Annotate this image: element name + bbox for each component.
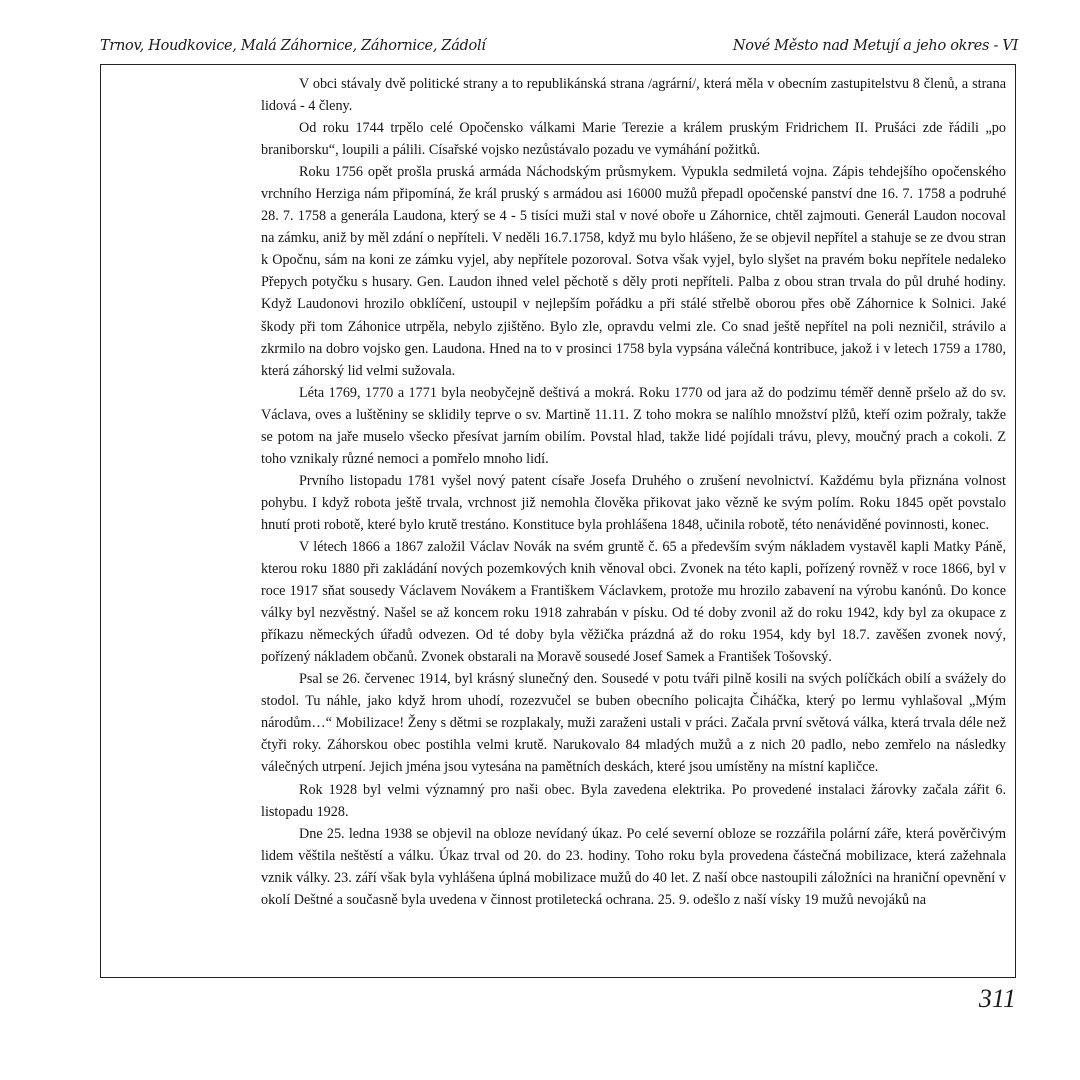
paragraph-1: V obci stávaly dvě politické strany a to republikánská strana /agrární/, která měla v obecním zastupitelstvu 8 členů, a strana lidová - 4 členy.: [261, 76, 1006, 115]
header-right-title: Nové Město nad Metují a jeho okres - VI: [732, 38, 1018, 54]
paragraph-3: Roku 1756 opět prošla pruská armáda Náchodským průsmykem. Vypukla sedmiletá vojna. Zápis tehdejšího opočenského vrchního Herziga nám připomíná, že král pruský s armádou asi 16000 mužů přepadl opočenské panství dne 16. 7. 1758 a podruhé 28. 7. 1758 a generála Laudona, který se 4 - 5 tisíci muži stal v nové oboře u Záhornice, chtěl zajmouti. Generál Laudon nocoval na zámku, aniž by měl zdání o nepříteli. V neděli 16.7.1758, když mu bylo hlášeno, že se objevil nepřítel a stahuje se ze dvou stran k Opočnu, sám na koni ze zámku vyjel, aby nepřítele pozoroval. Sotva však vyjel, bylo slyšet na pravém boku nepřítele nedaleko Přepych potyčku s husary. Gen. Laudon ihned velel pěchotě s děly proti nepříteli. Palba z obou stran trvala do půl druhé hodiny. Když Laudonovi hrozilo obklíčení, ustoupil v nejlepším pořádku a při stálé střelbě oborou přes obě Záhornice k Solnici. Jaké škody při tom Záhonice utrpěla, nebylo zjištěno. Bylo zle, opravdu velmi zle. Co snad ještě nepřítel na poli nezničil, strávilo a zkrmilo na dobro vojsko gen. Laudona. Hned na to v prosinci 1758 byla vypsána válečná kontribuce, jakož i v letech 1759 a 1780, která záhorský lid velmi sužovala.: [261, 164, 1006, 379]
text-frame: [100, 64, 1016, 978]
page-number: 311: [978, 984, 1016, 1013]
paragraph-9: Dne 25. ledna 1938 se objevil na obloze nevídaný úkaz. Po celé severní obloze se rozzářila polární záře, která pověrčivým lidem věštila neštěstí a válku. Úkaz trval od 20. do 23. hodiny. Toho roku byla provedena částečná mobilizace, která zažehnala vznik války. 23. září však byla vyhlášena úplná mobilizace mužů do 40 let. Z naší obce nastoupili záložníci na hraniční opevnění v okolí Deštné a současně byla uvedena v činnost protiletecká ochrana. 25. 9. odešlo z naší vísky 19 mužů nevojáků na: [261, 825, 1006, 908]
running-header: [100, 38, 1018, 62]
paragraph-6: V létech 1866 a 1867 založil Václav Novák na svém gruntě č. 65 a především svým nákladem vystavěl kapli Matky Páně, kterou roku 1880 při zakládání nových pozemkových knih věnoval obci. Zvonek na této kapli, pořízený rovněž v roce 1866, byl v roce 1917 sňat sousedy Václavem Novákem a Františkem Václavkem, protože mu hrozilo zabavení na výrobu kanónů. Do konce války byl nezvěstný. Našel se až koncem roku 1918 zahrabán v písku. Od té doby zvonil až do roku 1942, kdy byl za okupace z příkazu německých úřadů odvezen. Od té doby byla věžička prázdná až do roku 1954, kdy byl 18.7. zavěšen zvonek nový, pořízený nákladem občanů. Zvonek obstarali na Moravě sousedé Josef Samek a František Tošovský.: [261, 538, 1006, 666]
paragraph-8: Rok 1928 byl velmi významný pro naši obec. Byla zavedena elektrika. Po provedené instalaci žárovky začala zářit 6. listopadu 1928.: [261, 781, 1006, 820]
paragraph-7: Psal se 26. červenec 1914, byl krásný slunečný den. Sousedé v potu tváři pilně kosili na svých políčkách obilí a svážely do stodol. Tu náhle, jako když hrom uhodí, rozezvučel se buben obecního policajta Čiháčka, který po lermu vyhlašoval „Mým národům…“ Mobilizace! Ženy s dětmi se rozplakaly, muži zaraženi ustali v práci. Začala první světová válka, která trvala déle než čtyři roky. Záhorskou obec postihla velmi krutě. Narukovalo 84 mladých mužů a z nich 20 padlo, nebo zemřelo na následky válečných utrpení. Jejich jména jsou vytesána na pamětních deskách, které jsou umístěny na místní kapličce.: [261, 671, 1006, 776]
body-text: [261, 73, 1006, 911]
paragraph-2: Od roku 1744 trpělo celé Opočensko válkami Marie Terezie a králem pruským Fridrichem II. Prušáci zde řádili „po braniborsku“, loupili a pálili. Císařské vojsko nezůstávalo pozadu ve vymáhání požitků.: [261, 120, 1006, 159]
paragraph-5: Prvního listopadu 1781 vyšel nový patent císaře Josefa Druhého o zrušení nevolnictví. Každému byla přiznána volnost pohybu. I když robota ještě trvala, vrchnost již nemohla člověka přikovat jako vězně ke svým polím. Roku 1845 opět povstalo hnutí proti robotě, které bylo krutě trestáno. Konstituce byla prohlášena 1848, učinila robotě, této nenáviděné povinnosti, konec.: [261, 472, 1006, 533]
paragraph-4: Léta 1769, 1770 a 1771 byla neobyčejně deštivá a mokrá. Roku 1770 od jara až do podzimu téměř denně pršelo až do sv. Václava, oves a luštěniny se sklidily teprve o sv. Martině 11.11. Z toho mokra se nalíhlo množství plžů, kteří ozim požraly, takže se potom na jaře muselo všecko přesívat jarním obilím. Povstal hlad, takže lidé pojídali trávu, plevy, moučný prach a cokoli. Z toho vznikaly různé nemoci a pomřelo mnoho lidí.: [261, 384, 1006, 467]
header-left-title: Trnov, Houdkovice, Malá Záhornice, Záhornice, Zádolí: [100, 38, 486, 54]
